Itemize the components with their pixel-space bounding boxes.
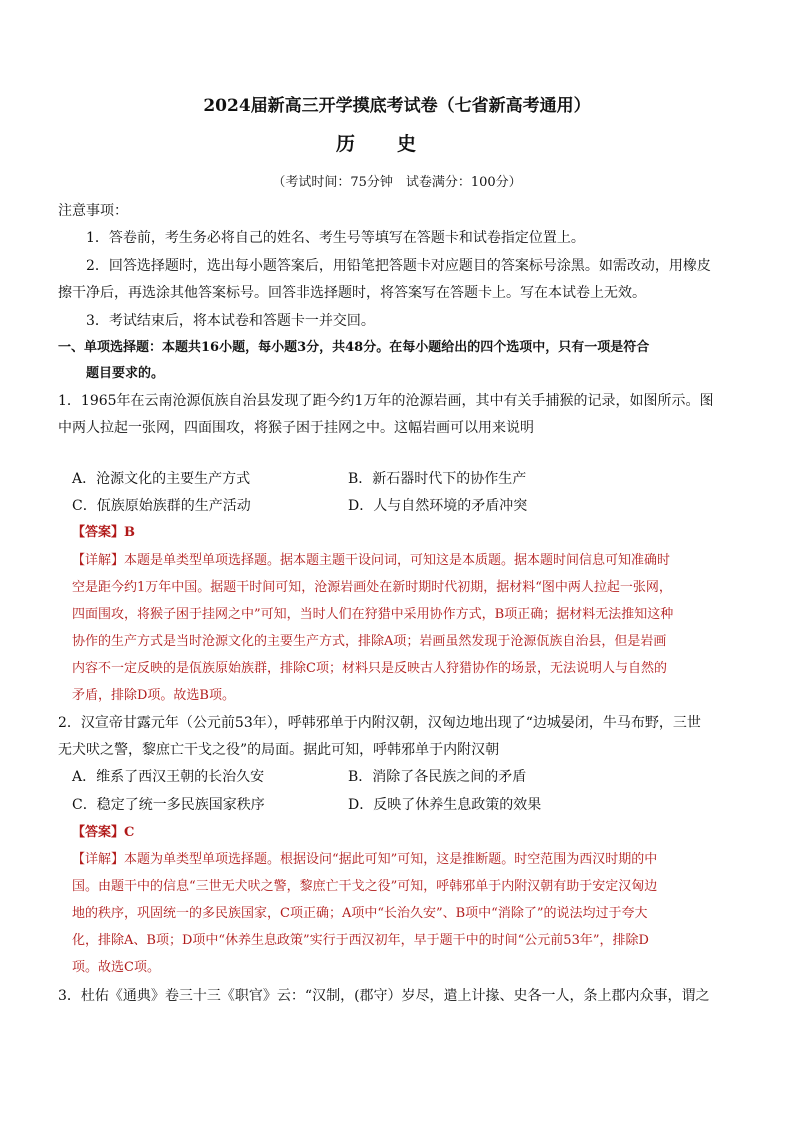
q2-detail-line2: 国。由题干中的信息“三世无犬吠之警，黎庶亡干戈之役”可知，呼韩邪单于内附汉朝有助于安定汉匈边: [72, 879, 658, 894]
q2-option-d: D．反映了休养生息政策的效果: [348, 797, 542, 813]
q1-detail-line6: 矛盾，排除D项。故选B项。: [72, 688, 235, 703]
q1-stem-line2: 中两人拉起一张网，四面围攻，将猴子困于挂网之中。这幅岩画可以用来说明: [58, 420, 534, 436]
q2-answer: 【答案】C: [72, 825, 135, 840]
q2-option-c: C．稳定了统一多民族国家秩序: [72, 797, 265, 813]
exam-time-info: （考试时间：75分钟 试卷满分：100分）: [272, 175, 522, 190]
q3-stem-line1: 3．杜佑《通典》卷三十三《职官》云：“汉制，(郡守）岁尽，遣上计掾、史各一人，条上郡内众事，谓之: [58, 988, 710, 1004]
exam-title: 2024届新高三开学摸底考试卷（七省新高考通用）: [203, 96, 591, 116]
notice-item-1: 1．答卷前，考生务必将自己的姓名、考生号等填写在答题卡和试卷指定位置上。: [86, 230, 585, 246]
subject-title: 历史: [335, 133, 458, 155]
notice-heading: 注意事项：: [58, 203, 128, 219]
notice-item-2-line2: 擦干净后，再选涂其他答案标号。回答非选择题时，将答案写在答题卡上。写在本试卷上无效。: [58, 285, 646, 301]
section-1-heading: 一、单项选择题：本题共16小题，每小题3分，共48分。在每小题给出的四个选项中，只有一项是符合: [58, 340, 650, 355]
q2-detail-line1: 【详解】本题为单类型单项选择题。根据设问“据此可知”可知，这是推断题。时空范围为西汉时期的中: [72, 852, 658, 867]
q1-option-d: D．人与自然环境的矛盾冲突: [348, 498, 528, 514]
q1-detail-line3: 四面围攻，将猴子困于挂网之中”可知，当时人们在狩猎中采用协作方式，B项正确；据材料无法推知这种: [72, 607, 674, 622]
q1-detail-line1: 【详解】本题是单类型单项选择题。据本题主题干设问词，可知这是本质题。据本题时间信息可知准确时: [72, 553, 671, 568]
q1-detail-line5: 内容不一定反映的是佤族原始族群，排除C项；材料只是反映古人狩猎协作的场景，无法说明人与自然的: [72, 661, 667, 676]
q1-detail-line2: 空是距今约1万年中国。据题干时间可知，沧源岩画处在新时期时代初期，据材料“图中两人拉起一张网，: [72, 580, 672, 595]
section-1-heading-cont: 题目要求的。: [86, 366, 165, 381]
q2-option-b: B．消除了各民族之间的矛盾: [348, 769, 527, 785]
q2-detail-line4: 化，排除A、B项；D项中“休养生息政策”实行于西汉初年，早于题干中的时间“公元前53年”，排除D: [72, 933, 649, 948]
q1-option-b: B．新石器时代下的协作生产: [348, 471, 527, 487]
notice-item-2-line1: 2．回答选择题时，选出每小题答案后，用铅笔把答题卡对应题目的答案标号涂黑。如需改动，用橡皮: [86, 258, 711, 274]
q2-stem-line1: 2．汉宣帝甘露元年（公元前53年），呼韩邪单于内附汉朝，汉匈边地出现了“边城晏闭，牛马布野，三世: [58, 715, 701, 731]
q1-option-c: C．佤族原始族群的生产活动: [72, 498, 251, 514]
q1-stem-line1: 1．1965年在云南沧源佤族自治县发现了距今约1万年的沧源岩画，其中有关手捕猴的记录，如图所示。图: [58, 393, 714, 409]
q2-option-a: A．维系了西汉王朝的长治久安: [72, 769, 265, 785]
q2-stem-line2: 无犬吠之警，黎庶亡干戈之役”的局面。据此可知，呼韩邪单于内附汉朝: [58, 742, 500, 758]
q1-option-a: A．沧源文化的主要生产方式: [72, 471, 251, 487]
notice-item-3: 3．考试结束后，将本试卷和答题卡一并交回。: [86, 313, 375, 329]
q1-answer: 【答案】B: [72, 525, 135, 540]
q2-detail-line5: 项。故选C项。: [72, 960, 160, 975]
q2-detail-line3: 地的秩序，巩固统一的多民族国家，C项正确；A项中“长治久安”、B项中“消除了”的说法均过于夸大: [72, 906, 648, 921]
q1-detail-line4: 协作的生产方式是当时沧源文化的主要生产方式，排除A项；岩画虽然发现于沧源佤族自治县，但是岩画: [72, 634, 667, 649]
